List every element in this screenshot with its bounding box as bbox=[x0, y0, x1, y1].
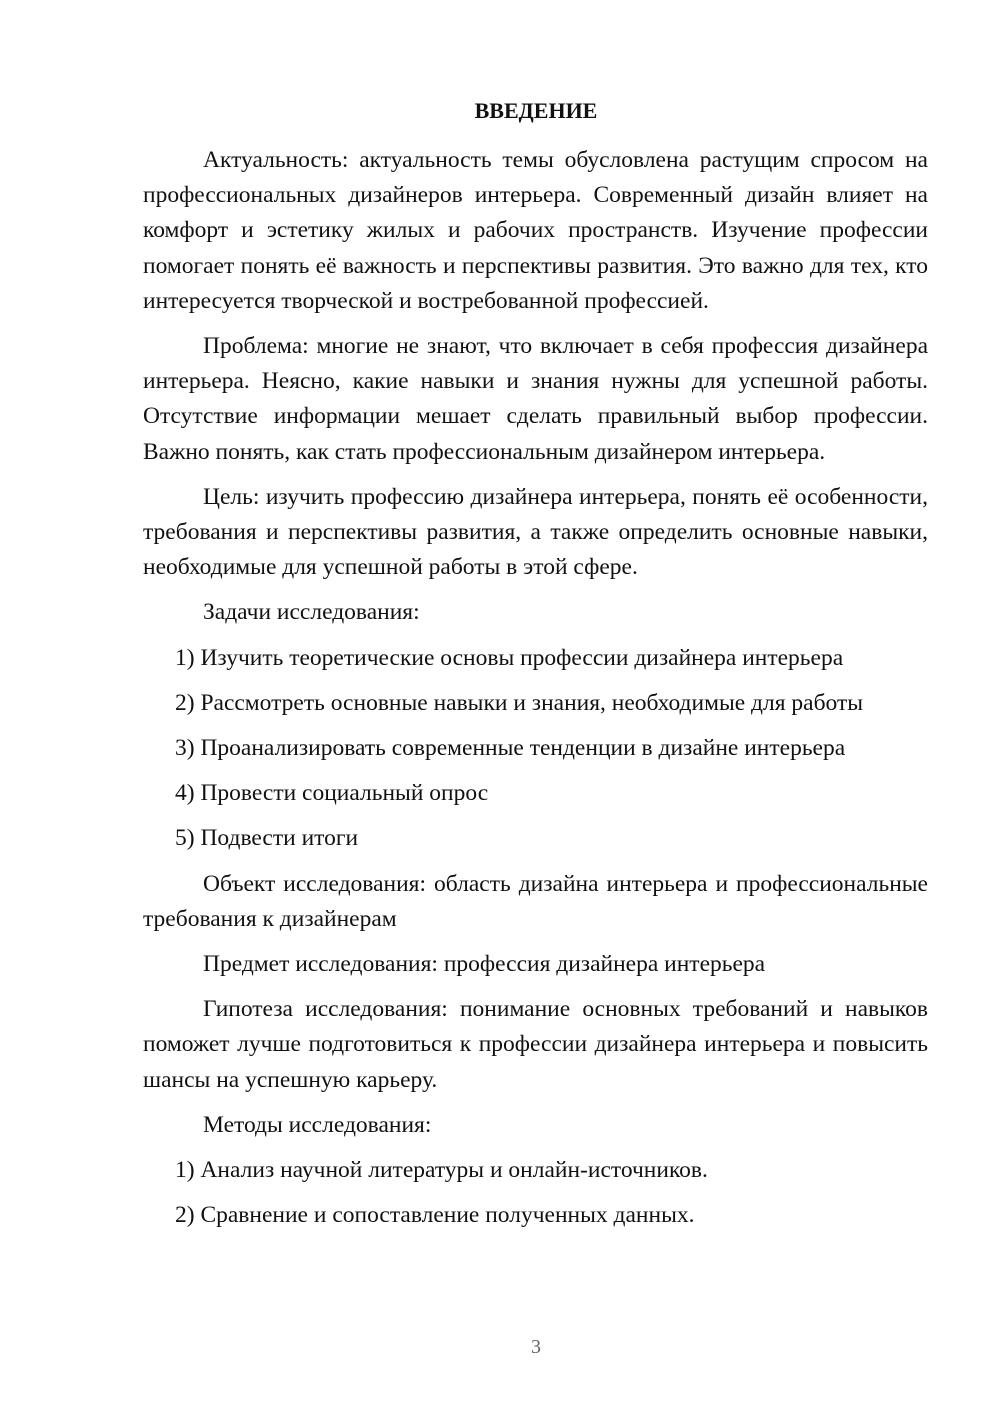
hypothesis-paragraph: Гипотеза исследования: понимание основных требований и навыков поможет лучше подготовиться к профессии дизайнера интерьера и повысить шансы на успешную карьеру. bbox=[143, 996, 928, 1093]
method-item: 2) Сравнение и сопоставление полученных данных. bbox=[175, 1202, 695, 1229]
task-item: 2) Рассмотреть основные навыки и знания, необходимые для работы bbox=[175, 689, 864, 716]
page-number: 3 bbox=[531, 1336, 541, 1358]
method-item: 1) Анализ научной литературы и онлайн-источников. bbox=[175, 1157, 708, 1184]
problem-paragraph: Проблема: многие не знают, что включает в себя профессия дизайнера интерьера. Неясно, какие навыки и знания нужны для успешной работы. Отсутствие информации мешает сделать правильный выбор профессии. Важно понять, как стать профессиональным дизайнером интерьера. bbox=[143, 333, 928, 465]
task-item: 4) Провести социальный опрос bbox=[175, 780, 489, 807]
object-paragraph: Объект исследования: область дизайна интерьера и профессиональные требования к дизайнерам bbox=[143, 870, 928, 932]
document-body bbox=[143, 143, 928, 1243]
task-item: 1) Изучить теоретические основы профессии дизайнера интерьера bbox=[175, 644, 844, 671]
task-item: 5) Подвести итоги bbox=[175, 825, 359, 852]
tasks-heading: Задачи исследования: bbox=[203, 599, 420, 626]
goal-paragraph: Цель: изучить профессию дизайнера интерьера, понять её особенности, требования и перспективы развития, а также определить основные навыки, необходимые для успешной работы в этой сфере. bbox=[143, 483, 928, 581]
page-title: ВВЕДЕНИЕ bbox=[474, 98, 598, 123]
relevance-paragraph: Актуальность: актуальность темы обусловлена растущим спросом на профессиональных дизайнеров интерьера. Современный дизайн влияет на комфорт и эстетику жилых и рабочих пространств. Изучение профессии помогает понять её важность и перспективы развития. Это важно для тех, кто интересуется творческой и востребованной профессией. bbox=[143, 147, 928, 314]
task-item: 3) Проанализировать современные тенденции в дизайне интерьера bbox=[175, 735, 846, 762]
subject-paragraph: Предмет исследования: профессия дизайнера интерьера bbox=[203, 951, 766, 978]
methods-heading: Методы исследования: bbox=[203, 1111, 432, 1138]
